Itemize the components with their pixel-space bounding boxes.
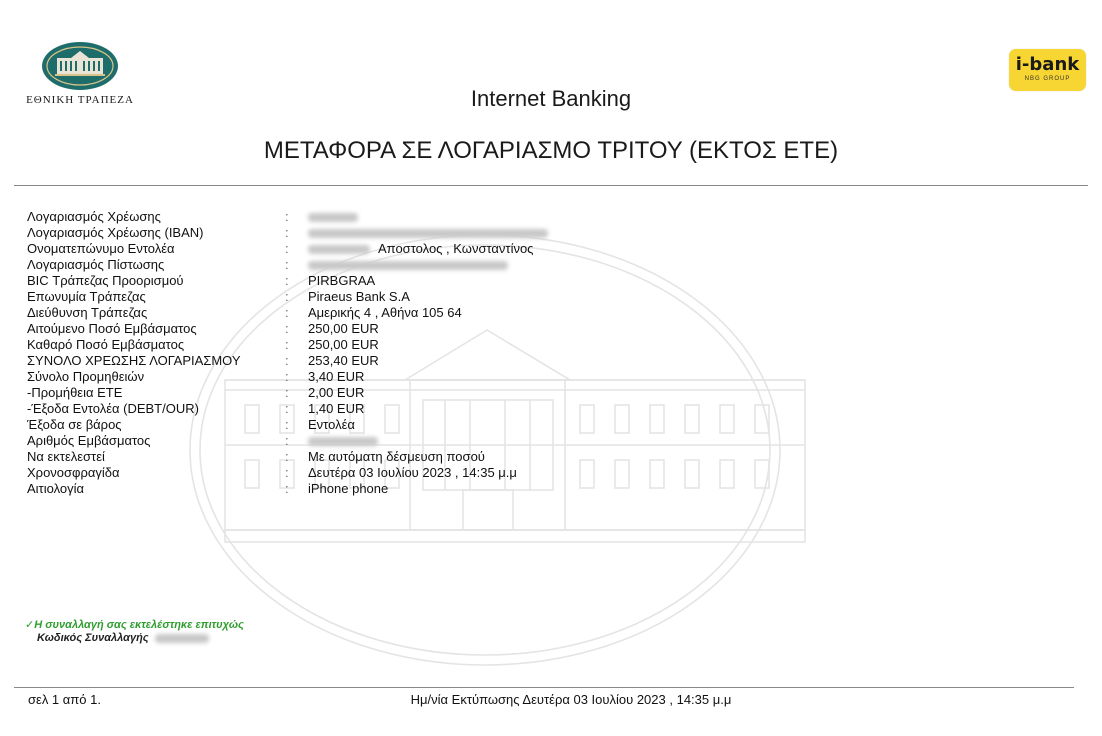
detail-value: [308, 225, 548, 241]
detail-label: Λογαριασμός Χρέωσης: [27, 209, 161, 224]
detail-separator: :: [285, 241, 289, 256]
redacted-value: [308, 213, 358, 222]
print-date: Ημ/νία Εκτύπωσης Δευτέρα 03 Ιουλίου 2023 , 14:35 μ.μ: [410, 692, 732, 707]
ibank-logo-text: i-bank: [1015, 54, 1080, 75]
detail-value: [308, 273, 375, 289]
detail-value-text: Εντολέα: [308, 417, 355, 432]
detail-label: Ονοματεπώνυμο Εντολέα: [27, 241, 175, 256]
detail-separator: :: [285, 449, 289, 464]
detail-row: [27, 305, 727, 321]
detail-value-text: iPhone phone: [308, 481, 389, 496]
detail-label: -Έξοδα Εντολέα (DEBT/OUR): [27, 401, 199, 416]
detail-value-text: 250,00 EUR: [308, 337, 379, 352]
detail-separator: :: [285, 385, 289, 400]
detail-value-text: 2,00 EUR: [308, 385, 365, 400]
detail-row: [27, 273, 727, 289]
page-subtitle: ΜΕΤΑΦΟΡΑ ΣΕ ΛΟΓΑΡΙΑΣΜΟ ΤΡΙΤΟΥ (ΕΚΤΟΣ ΕΤΕ): [263, 137, 839, 164]
detail-row: [27, 225, 727, 241]
detail-row: [27, 385, 727, 401]
detail-separator: :: [285, 401, 289, 416]
detail-value: [308, 481, 388, 497]
detail-value: [308, 337, 379, 353]
detail-label: Αριθμός Εμβάσματος: [27, 433, 151, 448]
transaction-code: [37, 632, 209, 644]
detail-value-text: 3,40 EUR: [308, 369, 365, 384]
transaction-code-label: Κωδικός Συναλλαγής: [37, 632, 149, 644]
detail-separator: :: [285, 209, 289, 224]
detail-value-text: 253,40 EUR: [308, 353, 379, 368]
detail-value-text: Piraeus Bank S.A: [308, 289, 410, 304]
detail-value-text: Αμερικής 4 , Αθήνα 105 64: [308, 305, 462, 320]
detail-label: Σύνολο Προμηθειών: [27, 369, 145, 384]
page-info: σελ 1 από 1.: [28, 692, 101, 707]
ibank-logo-sub: NBG GROUP: [1024, 76, 1071, 82]
footer-divider: [14, 687, 1074, 688]
detail-separator: :: [285, 417, 289, 432]
detail-row: [27, 289, 727, 305]
detail-value: [308, 401, 364, 417]
detail-label: -Προμήθεια ΕΤΕ: [27, 385, 123, 400]
detail-separator: :: [285, 305, 289, 320]
detail-label: Αιτούμενο Ποσό Εμβάσματος: [27, 321, 197, 336]
redacted-value: [308, 261, 508, 270]
detail-row: [27, 449, 727, 465]
ibank-logo: [1009, 49, 1086, 91]
redacted-value: [308, 245, 370, 254]
detail-row: [27, 433, 727, 449]
detail-label: BIC Τράπεζας Προορισμού: [27, 273, 184, 288]
detail-separator: :: [285, 369, 289, 384]
header-divider: [14, 185, 1088, 186]
detail-label: Να εκτελεστεί: [27, 449, 105, 464]
detail-row: [27, 417, 727, 433]
detail-row: [27, 401, 727, 417]
detail-value-text: PIRBGRAA: [308, 273, 376, 288]
detail-value: [308, 289, 410, 305]
detail-separator: :: [285, 353, 289, 368]
detail-value-text: Δευτέρα 03 Ιουλίου 2023 , 14:35 μ.μ: [308, 465, 517, 480]
detail-separator: :: [285, 257, 289, 272]
detail-row: [27, 257, 727, 273]
detail-label: ΣΥΝΟΛΟ ΧΡΕΩΣΗΣ ΛΟΓΑΡΙΑΣΜΟΥ: [27, 353, 241, 368]
detail-row: [27, 353, 727, 369]
detail-row: [27, 465, 727, 481]
detail-label: Αιτιολογία: [27, 481, 85, 496]
detail-separator: :: [285, 321, 289, 336]
detail-separator: :: [285, 337, 289, 352]
nbg-emblem-icon: [40, 40, 120, 92]
redacted-value: [308, 437, 378, 446]
detail-label: Επωνυμία Τράπεζας: [27, 289, 146, 304]
detail-value: [308, 449, 485, 465]
detail-value: [308, 321, 379, 337]
detail-row: [27, 481, 727, 497]
detail-value: [308, 465, 517, 481]
bank-name: ΕΘΝΙΚΗ ΤΡΑΠΕΖΑ: [26, 94, 134, 106]
detail-row: [27, 321, 727, 337]
detail-value: [308, 257, 508, 273]
detail-value-text: Αποστολος , Κωνσταντίνος: [378, 241, 534, 256]
detail-value: [308, 369, 364, 385]
detail-separator: :: [285, 289, 289, 304]
detail-row: [27, 369, 727, 385]
detail-row: [27, 209, 727, 225]
detail-label: Χρονοσφραγίδα: [27, 465, 120, 480]
redacted-value: [308, 229, 548, 238]
detail-separator: :: [285, 481, 289, 496]
detail-label: Λογαριασμός Χρέωσης (IBAN): [27, 225, 204, 240]
detail-value: [308, 241, 533, 257]
detail-value-text: Με αυτόματη δέσμευση ποσού: [308, 449, 485, 464]
detail-value-text: 250,00 EUR: [308, 321, 379, 336]
detail-label: Καθαρό Ποσό Εμβάσματος: [27, 337, 185, 352]
detail-separator: :: [285, 225, 289, 240]
transfer-details: [27, 209, 727, 497]
detail-value: [308, 209, 358, 225]
detail-label: Λογαριασμός Πίστωσης: [27, 257, 165, 272]
detail-separator: :: [285, 433, 289, 448]
detail-value-text: 1,40 EUR: [308, 401, 365, 416]
detail-row: [27, 241, 727, 257]
detail-value: [308, 305, 462, 321]
page-title: Internet Banking: [470, 86, 632, 111]
detail-value: [308, 433, 378, 449]
detail-label: Διεύθυνση Τράπεζας: [27, 305, 148, 320]
detail-value: [308, 417, 355, 433]
detail-label: Έξοδα σε βάρος: [27, 417, 122, 432]
detail-value: [308, 353, 379, 369]
redacted-value: [155, 634, 209, 643]
detail-separator: :: [285, 273, 289, 288]
detail-value: [308, 385, 364, 401]
detail-row: [27, 337, 727, 353]
success-message: ✓Η συναλλαγή σας εκτελέστηκε επιτυχώς: [25, 619, 244, 631]
detail-separator: :: [285, 465, 289, 480]
